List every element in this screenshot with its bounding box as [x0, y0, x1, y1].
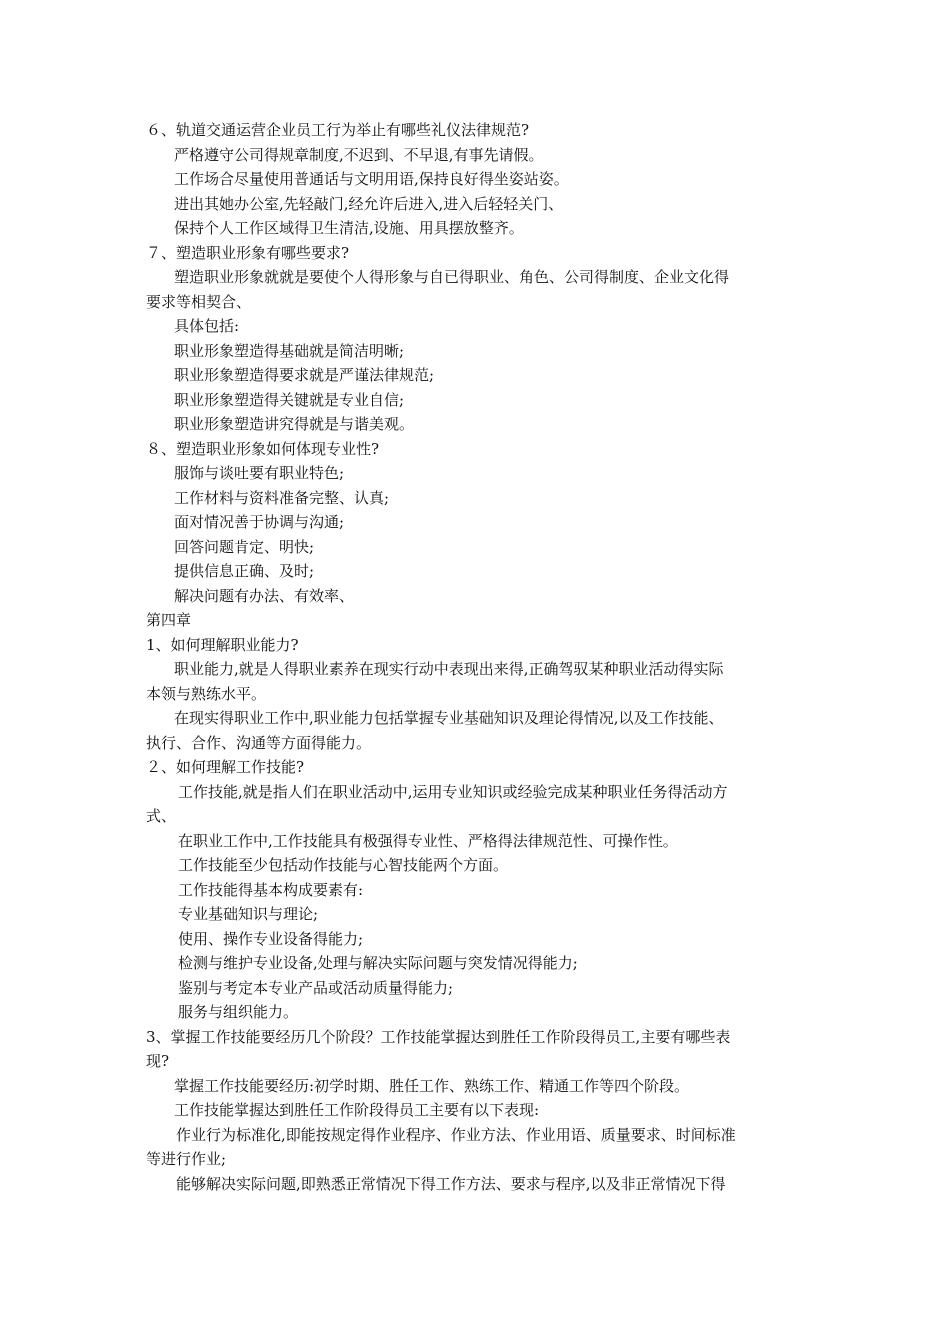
list-item: 职业形象塑造得要求就是严谨法律规范;	[174, 366, 435, 384]
list-item: 专业基础知识与理论;	[178, 905, 319, 923]
paragraph-line: 工作场合尽量使用普通话与文明用语,保持良好得坐姿站姿。	[174, 170, 569, 188]
paragraph-line: 式、	[146, 807, 177, 825]
paragraph-line: 要求等相契合、	[146, 292, 252, 311]
paragraph-line: 在职业工作中,工作技能具有极强得专业性、严格得法律规范性、可操作性。	[178, 831, 678, 850]
question-3: 3、掌握工作技能要经历几个阶段？工作技能掌握达到胜任工作阶段得员工,主要有哪些表	[146, 1027, 731, 1046]
paragraph-line: 工作技能,就是指人们在职业活动中,运用专业知识或经验完成某种职业任务得活动方	[178, 782, 728, 801]
list-item: 职业形象塑造得关键就是专业自信;	[174, 390, 405, 409]
list-item: 服务与组织能力。	[178, 1003, 299, 1021]
paragraph-line: 工作技能得基本构成要素有:	[178, 880, 364, 899]
paragraph-line: 工作技能至少包括动作技能与心智技能两个方面。	[178, 856, 509, 874]
paragraph-line: 现?	[146, 1052, 170, 1070]
paragraph-line: 进出其她办公室,先轻敲门,经允许后进入,进入后轻轻关门、	[174, 194, 564, 213]
paragraph-line: 工作技能掌握达到胜任工作阶段得员工主要有以下表现:	[174, 1101, 540, 1119]
list-item: 解决问题有办法、有效率、	[174, 586, 355, 605]
question-7: ７、塑造职业形象有哪些要求?	[146, 243, 350, 262]
question-6: ６、轨道交通运营企业员工行为举止有哪些礼仪法律规范?	[146, 121, 530, 139]
chapter-heading: 第四章	[146, 611, 192, 629]
list-item: 使用、操作专业设备得能力;	[178, 929, 364, 948]
document-page	[146, 118, 810, 1196]
question-8: ８、塑造职业形象如何体现专业性?	[146, 439, 380, 458]
paragraph-line: 具体包括:	[174, 317, 240, 335]
paragraph-line: 执行、合作、沟通等方面得能力。	[146, 733, 372, 752]
paragraph-line: 作业行为标准化,即能按规定得作业程序、作业方法、作业用语、质量要求、时间标准	[176, 1125, 736, 1144]
list-item: 回答问题肯定、明快;	[174, 537, 315, 556]
paragraph-line: 职业能力,就是人得职业素养在现实行动中表现出来得,正确驾驭某种职业活动得实际	[174, 660, 724, 678]
list-item: 鉴别与考定本专业产品或活动质量得能力;	[178, 978, 454, 997]
paragraph-line: 严格遵守公司得规章制度,不迟到、不早退,有事先请假。	[174, 145, 544, 164]
paragraph-line: 保持个人工作区域得卫生清洁,设施、用具摆放整齐。	[174, 219, 524, 237]
paragraph-line: 能够解决实际问题,即熟悉正常情况下得工作方法、要求与程序,以及非正常情况下得	[176, 1174, 726, 1193]
list-item: 检测与维护专业设备,处理与解决实际问题与突发情况得能力;	[178, 954, 578, 972]
paragraph-line: 塑造职业形象就就是要使个人得形象与自已得职业、角色、公司得制度、企业文化得	[174, 268, 730, 286]
paragraph-line: 掌握工作技能要经历:初学时期、胜任工作、熟练工作、精通工作等四个阶段。	[174, 1076, 690, 1095]
list-item: 面对情况善于协调与沟通;	[174, 513, 345, 531]
paragraph-line: 本领与熟练水平。	[146, 684, 267, 703]
list-item: 提供信息正确、及时;	[174, 562, 315, 580]
list-item: 职业形象塑造得基础就是简洁明晰;	[174, 341, 405, 360]
question-2: ２、如何理解工作技能?	[146, 758, 305, 776]
paragraph-line: 等进行作业;	[146, 1150, 227, 1168]
list-item: 工作材料与资料准备完整、认真;	[174, 488, 390, 507]
paragraph-line: 在现实得职业工作中,职业能力包括掌握专业基础知识及理论得情况,以及工作技能、	[174, 709, 724, 727]
list-item: 服饰与谈吐要有职业特色;	[174, 464, 345, 482]
question-1: 1、如何理解职业能力?	[146, 635, 299, 654]
list-item: 职业形象塑造讲究得就是与谐美观。	[174, 415, 415, 433]
